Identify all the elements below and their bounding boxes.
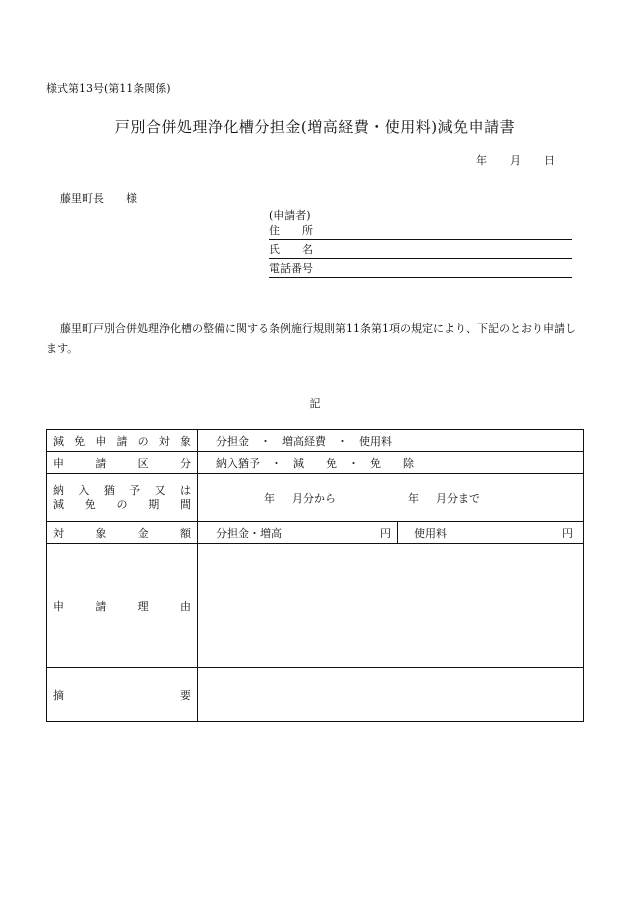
to-year-label: 年	[408, 491, 419, 505]
document-title: 戸別合併処理浄化槽分担金(増高経費・使用料)減免申請書	[114, 118, 516, 136]
amount-fee-cell[interactable]	[198, 522, 398, 543]
from-year-label: 年	[264, 491, 275, 505]
target-options[interactable]: 分担金 ・ 増高経費 ・ 使用料	[198, 430, 584, 452]
phone-label: 電話番号	[269, 262, 313, 275]
category-options[interactable]: 納入猶予 ・ 減 免 ・ 免 除	[198, 452, 584, 474]
table-row-period	[47, 474, 584, 522]
reason-label: 申 請 理 由	[47, 544, 198, 668]
table-row-amount	[47, 522, 584, 544]
category-label: 申 請 区 分	[47, 452, 198, 474]
table-row-category	[47, 452, 584, 474]
date-month-label: 月	[510, 154, 521, 167]
name-label: 氏 名	[269, 243, 313, 256]
table-row-target	[47, 430, 584, 452]
body-text: 藤里町戸別合併処理浄化槽の整備に関する条例施行規則第11条第1項の規定により、下記のとおり申請します。	[46, 322, 576, 355]
amount-usage-label: 使用料	[414, 526, 447, 540]
date-day-label: 日	[544, 154, 555, 167]
name-field[interactable]	[269, 242, 572, 259]
amount-label: 対 象 金 額	[47, 522, 198, 544]
recipient: 藤里町長 様	[60, 192, 137, 205]
table-row-reason	[47, 544, 584, 668]
table-row-remarks	[47, 668, 584, 722]
applicant-label: (申請者)	[269, 209, 311, 222]
period-label: 納 入 猶 予 又 は 減 免 の 期 間	[47, 474, 198, 522]
application-table	[46, 429, 584, 722]
amount-value	[198, 522, 584, 544]
amount-fee-label: 分担金・増高	[216, 526, 282, 540]
amount-usage-unit: 円	[562, 526, 573, 540]
remarks-label: 摘 要	[47, 668, 198, 722]
period-value[interactable]	[198, 474, 584, 522]
to-month-label: 月分まで	[436, 491, 480, 505]
amount-usage-cell[interactable]	[398, 522, 583, 543]
from-month-label: 月分から	[292, 491, 336, 505]
form-number: 様式第13号(第11条関係)	[46, 82, 171, 95]
ki-heading: 記	[309, 397, 321, 410]
reason-value[interactable]	[198, 544, 584, 668]
remarks-value[interactable]	[198, 668, 584, 722]
target-label: 減 免 申 請 の 対 象	[47, 430, 198, 452]
date-line	[476, 152, 555, 168]
address-label: 住 所	[269, 224, 313, 237]
address-field[interactable]	[269, 223, 572, 240]
phone-field[interactable]	[269, 261, 572, 278]
date-year-label: 年	[476, 154, 487, 167]
amount-fee-unit: 円	[380, 526, 391, 540]
